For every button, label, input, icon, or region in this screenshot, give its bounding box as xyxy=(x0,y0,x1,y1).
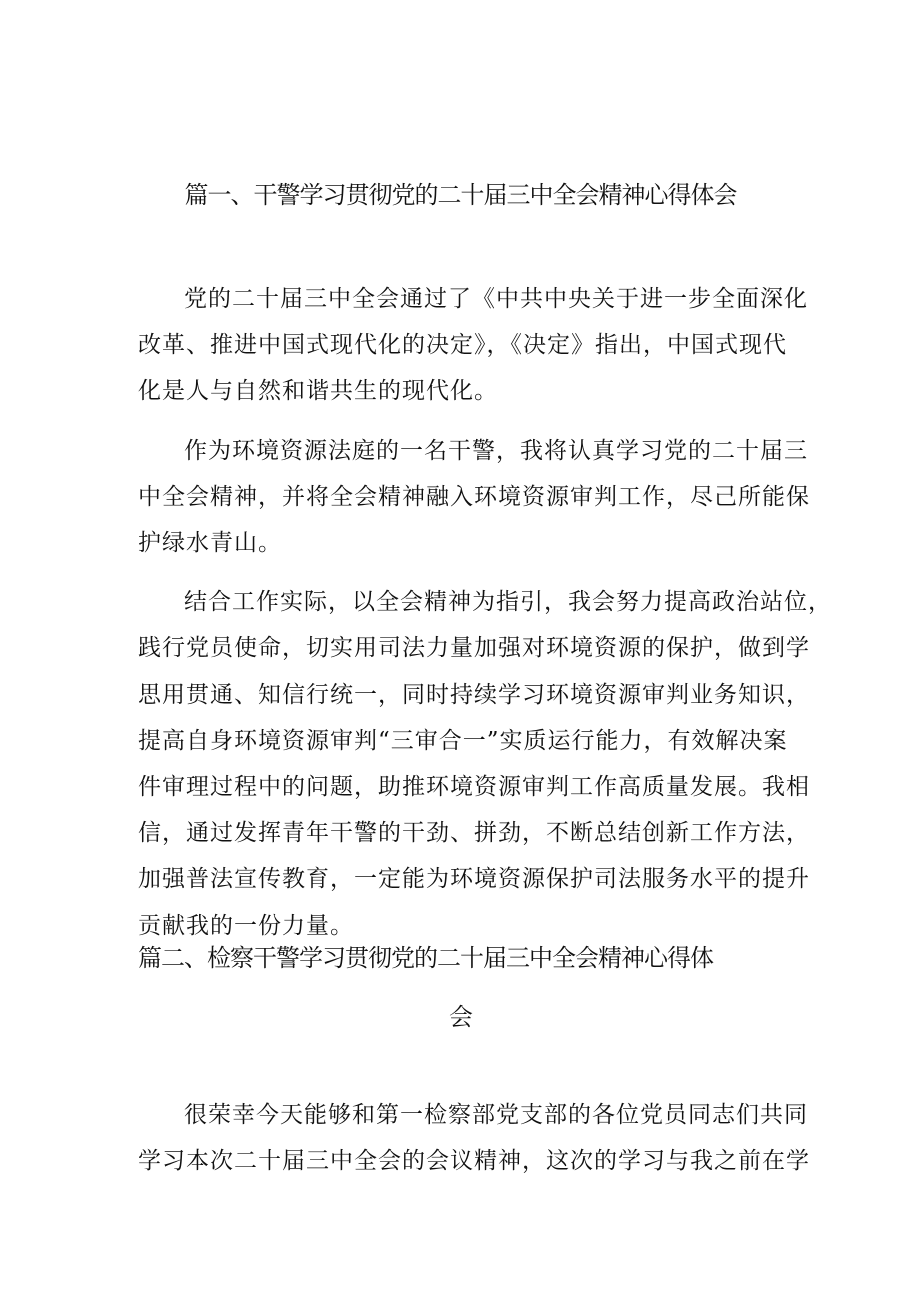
article-2-title: 篇二、检察干警学习贯彻党的二十届三中全会精神心得体 xyxy=(138,944,713,972)
article-1-title: 篇一、干警学习贯彻党的二十届三中全会精神心得体会 xyxy=(184,181,737,209)
article-2-paragraph-1 xyxy=(138,1092,810,1184)
text-line: 改革、推进中国式现代化的决定》，《决定》指出，中国式现代 xyxy=(138,332,787,359)
text-line: 中全会精神，并将全会精神融入环境资源审判工作，尽己所能保 xyxy=(138,483,810,510)
text-line: 思用贯通、知信行统一，同时持续学习环境资源审判业务知识， xyxy=(138,681,810,708)
article-1-paragraph-3 xyxy=(138,579,832,949)
text-line: 践行党员使命，切实用司法力量加强对环境资源的保护，做到学 xyxy=(138,635,810,662)
text-line: 护绿水青山。 xyxy=(138,530,282,557)
article-2-body xyxy=(138,1092,810,1184)
text-line: 加强普法宣传教育，一定能为环境资源保护司法服务水平的提升 xyxy=(138,866,810,893)
text-line: 提高自身环境资源审判“三审合一”实质运行能力，有效解决案 xyxy=(138,727,788,754)
article-1-body xyxy=(138,276,832,949)
text-line: 学习本次二十届三中全会的会议精神，这次的学习与我之前在学 xyxy=(138,1148,810,1175)
text-line: 党的二十届三中全会通过了《中共中央关于进一步全面深化 xyxy=(184,286,808,312)
text-line: 很荣幸今天能够和第一检察部党支部的各位党员同志们共同 xyxy=(184,1102,808,1128)
article-1-paragraph-1 xyxy=(138,276,808,415)
text-line: 信，通过发挥青年干警的干劲、拼劲，不断总结创新工作方法， xyxy=(138,820,810,847)
text-line: 贡献我的一份力量。 xyxy=(138,912,354,939)
text-line: 件审理过程中的问题，助推环境资源审判工作高质量发展。我相 xyxy=(138,774,810,801)
text-line: 化是人与自然和谐共生的现代化。 xyxy=(138,378,498,405)
text-line: 作为环境资源法庭的一名干警，我将认真学习党的二十届三 xyxy=(184,437,808,464)
article-1-paragraph-2 xyxy=(138,428,810,567)
text-line: 结合工作实际，以全会精神为指引，我会努力提高政治站位， xyxy=(184,589,832,616)
article-2-title-continued: 会 xyxy=(449,1003,472,1031)
